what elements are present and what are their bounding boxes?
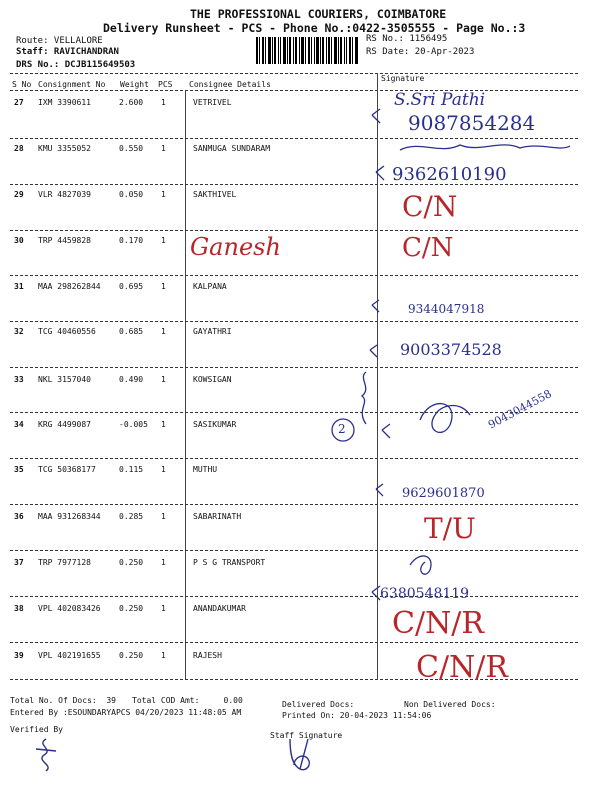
company-title: THE PROFESSIONAL COURIERS, COIMBATORE — [190, 7, 447, 21]
row-consignment: MAA 298262844 — [38, 282, 101, 291]
handwritten-phone: 9043044558 — [486, 387, 554, 432]
row-weight: 0.115 — [119, 465, 144, 474]
handwritten-status: T/U — [424, 512, 476, 545]
handwritten-receiver-name: S.Sri Pathi — [394, 90, 486, 110]
row-separator — [10, 275, 578, 276]
total-docs: Total No. Of Docs: 39 — [10, 696, 116, 705]
row-weight: 0.285 — [119, 512, 144, 521]
scribble-signature-37 — [410, 556, 431, 574]
details-column-divider — [185, 90, 186, 679]
row-sno: 39 — [14, 651, 24, 660]
staff-signature-label: Staff Signature — [270, 731, 343, 740]
row-sno: 34 — [14, 420, 24, 429]
row-sno: 30 — [14, 236, 24, 245]
row-weight: 2.600 — [119, 98, 144, 107]
col-pcs: PCS — [158, 80, 173, 89]
handwritten-status: C/N — [402, 233, 454, 263]
handwritten-phone: 9087854284 — [408, 111, 536, 135]
row-consignee: ANANDAKUMAR — [193, 604, 246, 613]
row-consignee: MUTHU — [193, 465, 218, 474]
row-weight: 0.695 — [119, 282, 144, 291]
row-sno: 36 — [14, 512, 24, 521]
row-weight: 0.250 — [119, 604, 144, 613]
handwritten-status: C/N — [402, 190, 458, 223]
row-consignment: KRG 4499087 — [38, 420, 91, 429]
row-pcs: 1 — [161, 236, 166, 245]
col-consignment: Consignment No — [38, 80, 106, 89]
verified-by-label: Verified By — [10, 725, 63, 734]
barcode — [256, 37, 358, 64]
row-consignment: TRP 7977128 — [38, 558, 91, 567]
row-consignee: VETRIVEL — [193, 98, 232, 107]
col-weight: Weight — [120, 80, 149, 89]
drs-number: DRS No.: DCJB115649503 — [16, 60, 136, 70]
row-pcs: 1 — [161, 651, 166, 660]
col-signature: Signature — [381, 74, 425, 83]
row-pcs: 1 — [161, 604, 166, 613]
row-sno: 29 — [14, 190, 24, 199]
signature-column-divider — [377, 73, 378, 679]
entered-by: Entered By :ESOUNDARYAPCS 04/20/2023 11:48:05 AM — [10, 708, 242, 717]
printed-on: Printed On: 20-04-2023 11:54:06 — [282, 711, 432, 720]
tick-mark-32 — [370, 345, 377, 357]
row-consignee: KOWSIGAN — [193, 375, 232, 384]
row-separator — [10, 596, 578, 597]
row-consignment: TCG 40460556 — [38, 327, 96, 336]
row-consignee: P S G TRANSPORT — [193, 558, 266, 567]
row-separator — [10, 230, 578, 231]
row-consignment: VPL 402191655 — [38, 651, 101, 660]
row-consignee: SAKTHIVEL — [193, 190, 237, 199]
row-weight: 0.250 — [119, 558, 144, 567]
row-sno: 31 — [14, 282, 24, 291]
row-sno: 32 — [14, 327, 24, 336]
row-consignment: VPL 402083426 — [38, 604, 101, 613]
handwritten-receiver-name: Ganesh — [190, 233, 281, 261]
row-sno: 37 — [14, 558, 24, 567]
row-weight: 0.685 — [119, 327, 144, 336]
rs-number: RS No.: 1156495 — [366, 34, 448, 44]
tick-mark-34 — [382, 424, 390, 438]
row-separator — [10, 367, 578, 368]
non-delivered-docs: Non Delivered Docs: — [404, 700, 496, 709]
staff-label: Staff: RAVICHANDRAN — [16, 47, 119, 57]
row-pcs: 1 — [161, 282, 166, 291]
rs-date: RS Date: 20-Apr-2023 — [366, 47, 475, 57]
runsheet-subtitle: Delivery Runsheet - PCS - Phone No.:0422-3505555 - Page No.:3 — [103, 21, 526, 35]
col-sno: S No — [12, 80, 32, 89]
row-consignee: SANMUGA SUNDARAM — [193, 144, 271, 153]
row-consignment: KMU 3355052 — [38, 144, 91, 153]
row-sno: 27 — [14, 98, 24, 107]
row-separator — [10, 321, 578, 322]
row-consignee: KALPANA — [193, 282, 227, 291]
row-consignee: SASIKUMAR — [193, 420, 237, 429]
row-pcs: 1 — [161, 327, 166, 336]
row-consignment: TCG 50368177 — [38, 465, 96, 474]
row-pcs: 1 — [161, 144, 166, 153]
handwritten-status: C/N/R — [392, 606, 485, 641]
row-consignment: IXM 3390611 — [38, 98, 91, 107]
route-label: Route: VELLALORE — [16, 36, 103, 46]
scribble-signature-34 — [420, 404, 470, 433]
col-details: Consignee Details — [189, 80, 271, 89]
handwritten-phone: 9344047918 — [408, 302, 485, 316]
brace-mark-33-34 — [362, 372, 366, 424]
scribble-signature-28 — [400, 145, 570, 150]
row-weight: 0.050 — [119, 190, 144, 199]
row-weight: 0.490 — [119, 375, 144, 384]
handwritten-phone: 9362610190 — [392, 164, 507, 185]
row-sno: 35 — [14, 465, 24, 474]
row-consignment: NKL 3157040 — [38, 375, 91, 384]
row-separator — [10, 504, 578, 505]
row-separator — [10, 550, 578, 551]
row-sno: 28 — [14, 144, 24, 153]
row-consignment: MAA 931268344 — [38, 512, 101, 521]
tick-mark-37 — [372, 586, 380, 600]
tick-mark-27 — [372, 109, 380, 123]
row-consignee: RAJESH — [193, 651, 222, 660]
row-weight: 0.250 — [119, 651, 144, 660]
header-bottom-rule — [10, 90, 578, 91]
verifier-signature — [28, 735, 68, 775]
row-sno: 33 — [14, 375, 24, 384]
handwritten-phone: 9003374528 — [400, 340, 502, 359]
row-pcs: 1 — [161, 375, 166, 384]
row-separator — [10, 138, 578, 139]
row-weight: -0.005 — [119, 420, 148, 429]
row-weight: 0.170 — [119, 236, 144, 245]
row-pcs: 1 — [161, 98, 166, 107]
total-cod: Total COD Amt: 0.00 — [132, 696, 243, 705]
delivered-docs: Delivered Docs: — [282, 700, 355, 709]
handwritten-phone: 6380548119 — [380, 586, 470, 602]
row-separator — [10, 642, 578, 643]
row-consignment: TRP 4459828 — [38, 236, 91, 245]
row-pcs: 1 — [161, 420, 166, 429]
row-separator — [10, 458, 578, 459]
row-separator — [10, 412, 578, 413]
row-pcs: 1 — [161, 465, 166, 474]
row-pcs: 1 — [161, 190, 166, 199]
handwritten-phone: 9629601870 — [402, 486, 485, 501]
row-pcs: 1 — [161, 512, 166, 521]
handwritten-status: C/N/R — [416, 650, 509, 685]
staff-signature — [280, 733, 320, 777]
row-weight: 0.550 — [119, 144, 144, 153]
handwritten-note-number: 2 — [338, 422, 346, 436]
row-consignee: GAYATHRI — [193, 327, 232, 336]
row-consignment: VLR 4827039 — [38, 190, 91, 199]
table-top-rule — [10, 73, 578, 74]
row-consignee: SABARINATH — [193, 512, 242, 521]
row-pcs: 1 — [161, 558, 166, 567]
row-sno: 38 — [14, 604, 24, 613]
